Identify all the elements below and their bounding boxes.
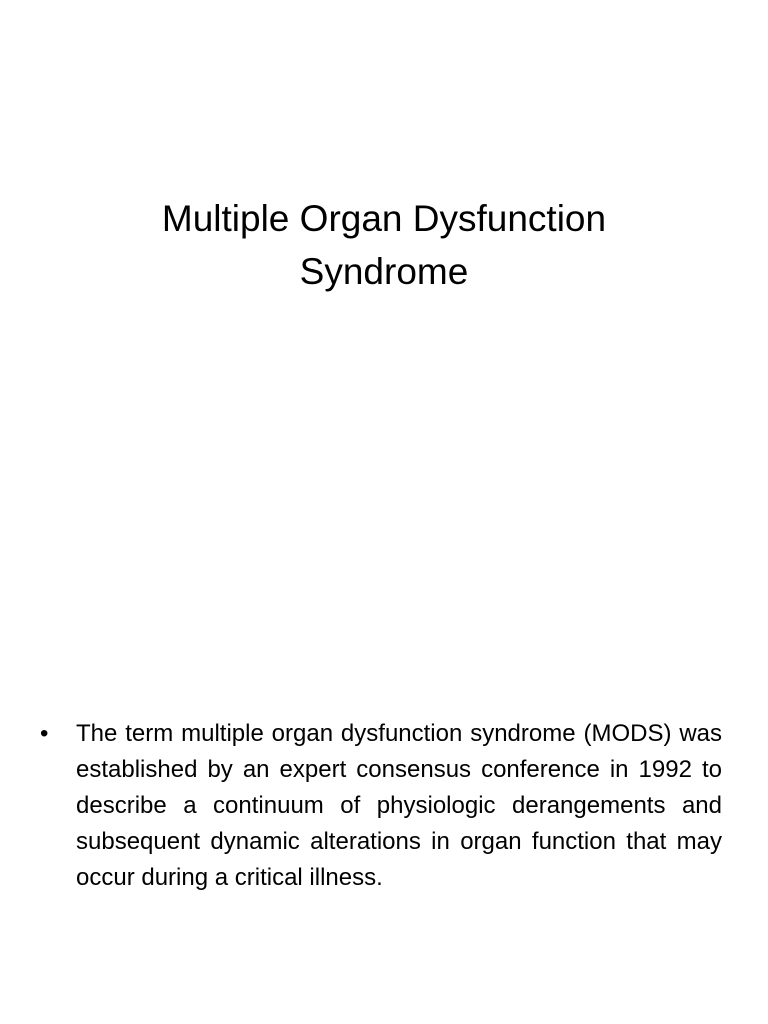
bullet-list — [40, 716, 722, 896]
slide-title-line-2: Syndrome — [299, 251, 469, 292]
bullet-icon: • — [40, 720, 49, 747]
slide-title — [60, 192, 708, 298]
slide-title-line-1: Multiple Organ Dysfunction — [161, 198, 607, 239]
bullet-item — [40, 716, 722, 896]
bullet-text: The term multiple organ dysfunction syndrome (MODS) was established by an expert consensus conference in 1992 to describe a continuum of physiologic derangements and subsequent dynamic alterations in organ function that may occur during a critical illness. — [76, 720, 722, 891]
